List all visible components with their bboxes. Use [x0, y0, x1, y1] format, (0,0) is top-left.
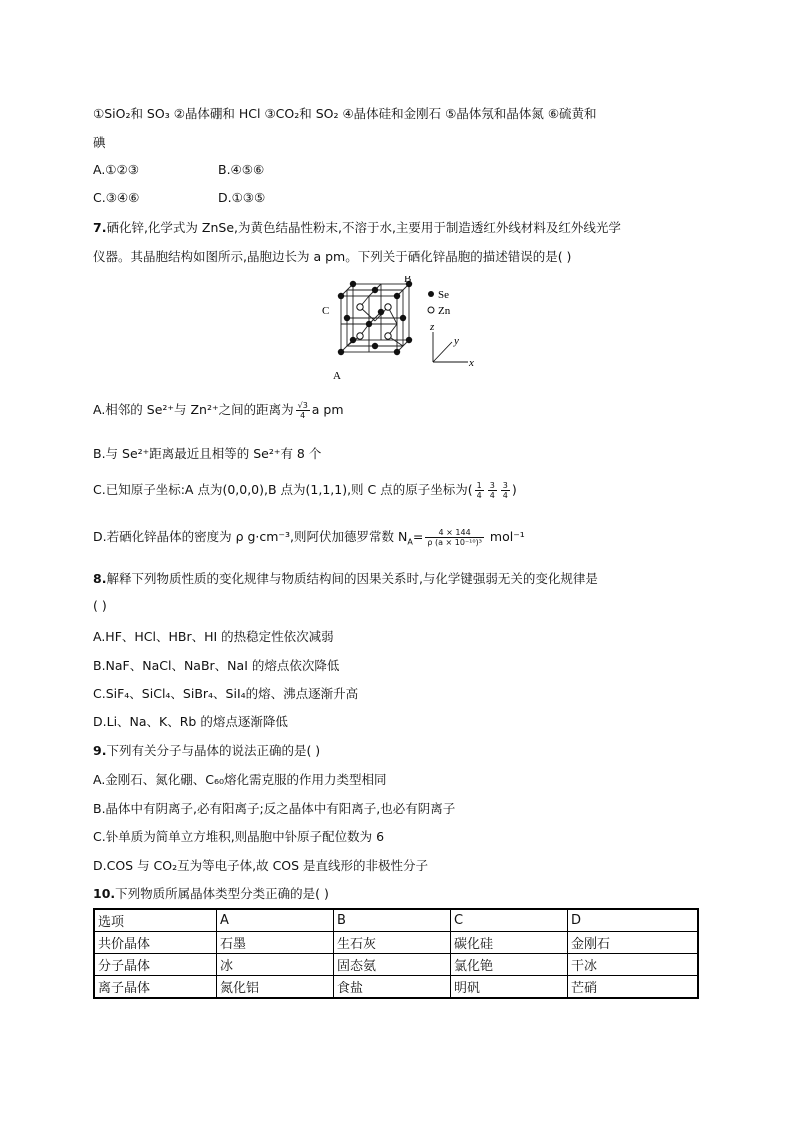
q7-stem-line2: 仪器。其晶胞结构如图所示,晶胞边长为 a pm。下列关于硒化锌晶胞的描述错误的是( ): [93, 249, 572, 264]
table-cell: 石墨: [217, 932, 334, 954]
q9-option-c: C.钋单质为简单立方堆积,则晶胞中钋原子配位数为 6: [93, 829, 385, 844]
q8-stem-line1: 8.解释下列物质性质的变化规律与物质结构间的因果关系时,与化学键强弱无关的变化规律是: [93, 571, 598, 586]
q6-options-line1: ①SiO₂和 SO₃ ②晶体硼和 HCl ③CO₂和 SO₂ ④晶体硅和金刚石 ⑤晶体氖和晶体氮 ⑥硫黄和: [93, 106, 597, 121]
legend-zn: Zn: [438, 305, 451, 317]
q9-option-b: B.晶体中有阴离子,必有阳离子;反之晶体中有阳离子,也必有阴离子: [93, 801, 456, 816]
label-a: A: [333, 370, 341, 382]
legend-se: Se: [438, 289, 449, 301]
label-c: C: [322, 305, 330, 317]
table-row: [94, 932, 698, 954]
table-cell: 共价晶体: [94, 932, 217, 954]
q9-option-d: D.COS 与 CO₂互为等电子体,故 COS 是直线形的非极性分子: [93, 858, 429, 873]
axis-x: x: [469, 357, 474, 369]
table-cell: C: [451, 909, 568, 932]
option-d-fraction: $\frac{4 \times 144}{\text{ρ (a × 10⁻¹⁰)³}}$: [427, 528, 482, 547]
q8-option-c: C.SiF₄、SiCl₄、SiBr₄、SiI₄的熔、沸点逐渐升高: [93, 686, 359, 701]
table-cell: 芒硝: [568, 976, 699, 999]
table-cell: 离子晶体: [94, 976, 217, 999]
table-cell: D: [568, 909, 699, 932]
table-cell: 生石灰: [334, 932, 451, 954]
q10-number: 10.: [93, 886, 116, 901]
table-row: [94, 976, 698, 999]
q7-stem-line1: 7.硒化锌,化学式为 ZnSe,为黄色结晶性粉末,不溶于水,主要用于制造透红外线材料及红外线光学: [93, 220, 621, 235]
option-a-fraction: $\frac{√3}{4}$: [297, 401, 308, 420]
table-cell: 固态氨: [334, 954, 451, 976]
q7-option-d: D.若硒化锌晶体的密度为 ρ g·cm⁻³,则阿伏加德罗常数 $N_A=$ $\frac{4 \times 144}{\text{ρ (a × 10⁻¹⁰)³}}$ mol⁻¹: [93, 528, 525, 547]
table-cell: 氯化铯: [451, 954, 568, 976]
table-cell: A: [217, 909, 334, 932]
label-b: B: [404, 276, 412, 285]
axis-y: y: [454, 335, 459, 347]
q8-option-b: B.NaF、NaCl、NaBr、NaI 的熔点依次降低: [93, 658, 340, 673]
table-cell: 氮化铝: [217, 976, 334, 999]
q7-option-c: C.已知原子坐标:A 点为(0,0,0),B 点为(1,1,1),则 C 点的原子坐标为( $\frac{1}{4}$ $\frac{3}{4}$ $\frac{3}{4}$ ): [93, 481, 517, 500]
q7-option-a: A.相邻的 Se²⁺与 Zn²⁺之间的距离为 $\frac{√3}{4}$ a pm: [93, 401, 344, 420]
table-cell: 冰: [217, 954, 334, 976]
table-cell: 金刚石: [568, 932, 699, 954]
table-cell: 分子晶体: [94, 954, 217, 976]
table-cell: B: [334, 909, 451, 932]
axis-z: z: [430, 321, 435, 333]
q8-stem-line2: ( ): [93, 598, 107, 613]
q9-stem: 9.下列有关分子与晶体的说法正确的是( ): [93, 743, 321, 758]
q6-choice-c: C.③④⑥: [93, 190, 140, 205]
q6-options-line2: 碘: [93, 135, 106, 150]
table-cell: 干冰: [568, 954, 699, 976]
table-row: [94, 954, 698, 976]
table-cell: 明矾: [451, 976, 568, 999]
q9-option-a: A.金刚石、氮化硼、C₆₀熔化需克服的作用力类型相同: [93, 772, 387, 787]
q8-option-a: A.HF、HCl、HBr、HI 的热稳定性依次减弱: [93, 629, 334, 644]
table-cell: 选项: [94, 909, 217, 932]
q7-option-b: B.与 Se²⁺距离最近且相等的 Se²⁺有 8 个: [93, 446, 322, 461]
table-cell: 碳化硅: [451, 932, 568, 954]
table-cell: 食盐: [334, 976, 451, 999]
q8-option-d: D.Li、Na、K、Rb 的熔点逐渐降低: [93, 714, 288, 729]
q10-stem: 10.下列物质所属晶体类型分类正确的是( ): [93, 886, 329, 901]
table-row: [94, 909, 698, 932]
q7-number: 7.: [93, 220, 107, 235]
q6-choice-d: D.①③⑤: [218, 190, 266, 205]
q6-choice-a: A.①②③: [93, 162, 139, 177]
q6-choice-b: B.④⑤⑥: [218, 162, 265, 177]
znse-unit-cell-figure: [318, 276, 478, 386]
crystal-type-table: [93, 908, 699, 999]
q8-number: 8.: [93, 571, 107, 586]
q9-number: 9.: [93, 743, 107, 758]
